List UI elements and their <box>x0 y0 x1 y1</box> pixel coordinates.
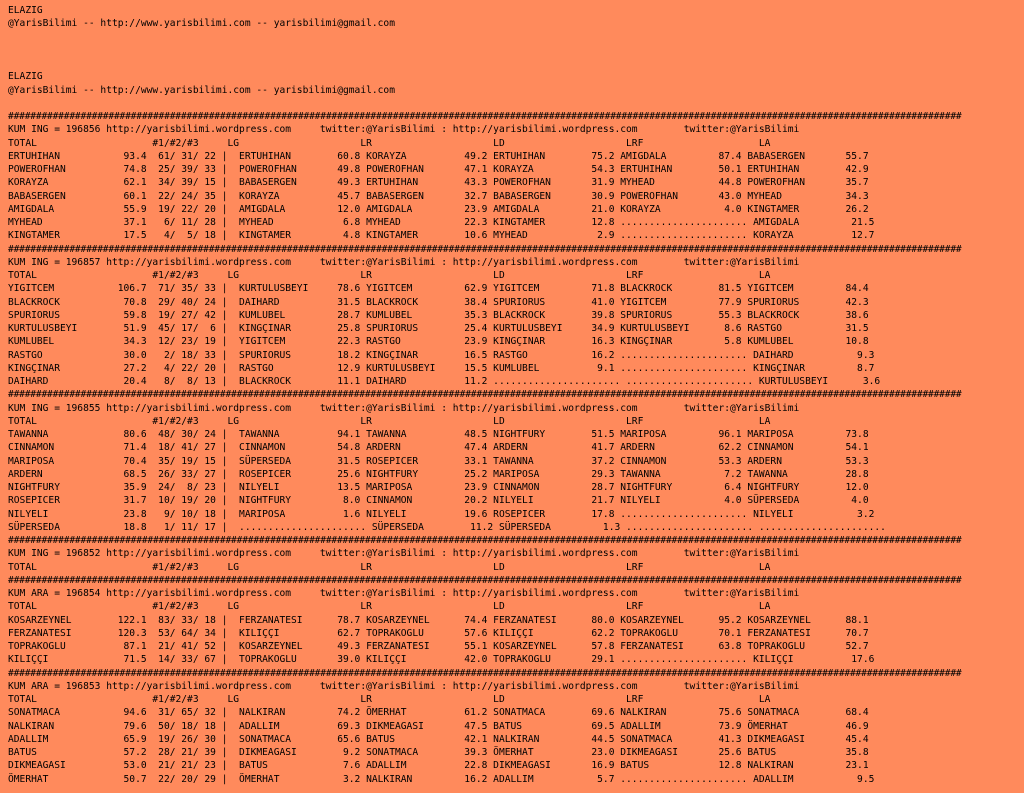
result-row: YIGITCEM 106.7 71/ 35/ 33 | KURTULUSBEYI 78.6 YIGITCEM 62.9 YIGITCEM 71.8 BLACKROCK 81.5 YIGITCEM 84.4 <box>8 283 869 295</box>
result-row: SONATMACA 94.6 31/ 65/ 32 | NALKIRAN 74.2 ÖMERHAT 61.2 SONATMACA 69.6 NALKIRAN 75.6 SONATMACA 68.4 <box>8 707 869 719</box>
result-row: KILIÇÇI 71.5 14/ 33/ 67 | TOPRAKOGLU 39.0 KILIÇÇI 42.0 TOPRAKOGLU 29.1 ...................... KILIÇÇI 17.6 <box>8 654 875 666</box>
result-row: ROSEPICER 31.7 10/ 19/ 20 | NIGHTFURY 8.0 CINNAMON 20.2 NILYELI 21.7 NILYELI 4.0 SÜPERSEDA 4.0 <box>8 495 869 507</box>
result-row: KUMLUBEL 34.3 12/ 23/ 19 | YIGITCEM 22.3 RASTGO 23.9 KINGÇINAR 16.3 KINGÇINAR 5.8 KUMLUBEL 10.8 <box>8 336 869 348</box>
result-row: KINGTAMER 17.5 4/ 5/ 18 | KINGTAMER 4.8 KINGTAMER 10.6 MYHEAD 2.9 ...................... KORAYZA 12.7 <box>8 230 875 242</box>
column-header: TOTAL #1/#2/#3 LG LR LD LRF LA <box>8 601 771 613</box>
column-header: TOTAL #1/#2/#3 LG LR LD LRF LA <box>8 270 771 281</box>
result-row: CINNAMON 71.4 18/ 41/ 27 | CINNAMON 54.8 ARDERN 47.4 ARDERN 41.7 ARDERN 62.2 CINNAMON 54.1 <box>8 442 869 454</box>
column-header: TOTAL #1/#2/#3 LG LR LD LRF LA <box>8 415 771 427</box>
result-row: KOSARZEYNEL 122.1 83/ 33/ 18 | FERZANATESI 78.7 KOSARZEYNEL 74.4 FERZANATESI 80.0 KOSARZEYNEL 95.2 KOSARZEYNEL 88.1 <box>8 614 869 626</box>
city-title-repeat: ELAZIG <box>8 71 43 83</box>
result-row: TAWANNA 80.6 48/ 30/ 24 | TAWANNA 94.1 TAWANNA 48.5 NIGHTFURY 51.5 MARIPOSA 96.1 MARIPOSA 73.8 <box>8 429 869 440</box>
spacer <box>8 57 1024 70</box>
result-row: NIGHTFURY 35.9 24/ 8/ 23 | NILYELI 13.5 MARIPOSA 23.9 CINNAMON 28.7 NIGHTFURY 6.4 NIGHTFURY 12.0 <box>8 482 869 493</box>
result-row: KINGÇINAR 27.2 4/ 22/ 20 | RASTGO 12.9 KURTULUSBEYI 15.5 KUMLUBEL 9.1 ...................... KINGÇINAR 8.7 <box>8 362 875 374</box>
result-row: BATUS 57.2 28/ 21/ 39 | DIKMEAGASI 9.2 SONATMACA 39.3 ÖMERHAT 23.0 DIKMEAGASI 25.6 BATUS 35.8 <box>8 747 869 758</box>
hash-separator: ########################################################################################################################################################################### <box>8 667 962 679</box>
result-row: BLACKROCK 70.8 29/ 40/ 24 | DAIHARD 31.5 BLACKROCK 38.4 SPURIORUS 41.0 YIGITCEM 77.9 SPURIORUS 42.3 <box>8 296 869 308</box>
result-row: TOPRAKOGLU 87.1 21/ 41/ 52 | KOSARZEYNEL 49.3 FERZANATESI 55.1 KOSARZEYNEL 57.8 FERZANATESI 63.8 TOPRAKOGLU 52.7 <box>8 641 869 652</box>
hash-separator: ########################################################################################################################################################################### <box>8 243 962 255</box>
contact-line: @YarisBilimi -- http://www.yarisbilimi.com -- yarisbilimi@gmail.com <box>8 18 395 30</box>
result-row: KORAYZA 62.1 34/ 39/ 15 | BABASERGEN 49.3 ERTUHIHAN 43.3 POWEROFHAN 31.9 MYHEAD 44.8 POWEROFHAN 35.7 <box>8 177 869 189</box>
hash-separator: ########################################################################################################################################################################### <box>8 535 962 546</box>
hash-separator: ########################################################################################################################################################################### <box>8 111 962 122</box>
result-row: FERZANATESI 120.3 53/ 64/ 34 | KILIÇÇI 62.7 TOPRAKOGLU 57.6 KILIÇÇI 62.2 TOPRAKOGLU 70.1 FERZANATESI 70.7 <box>8 627 869 639</box>
result-row: SPURIORUS 59.8 19/ 27/ 42 | KUMLUBEL 28.7 KUMLUBEL 35.3 BLACKROCK 39.8 SPURIORUS 55.3 BLACKROCK 38.6 <box>8 309 869 321</box>
result-row: DAIHARD 20.4 8/ 8/ 13 | BLACKROCK 11.1 DAIHARD 11.2 ...................... ...................... KURTULUSBEYI 3.6 <box>8 376 881 387</box>
result-row: ARDERN 68.5 26/ 33/ 27 | ROSEPICER 25.6 NIGHTFURY 25.2 MARIPOSA 29.3 TAWANNA 7.2 TAWANNA 28.8 <box>8 468 869 480</box>
race-sections <box>8 110 1024 786</box>
race-title: KUM ING = 196856 http://yarisbilimi.wordpress.com twitter:@YarisBilimi : http://yarisbilimi.wordpress.com twitter:@YarisBilimi <box>8 124 800 136</box>
spacer <box>8 97 1024 110</box>
result-row: MYHEAD 37.1 6/ 11/ 28 | MYHEAD 6.8 MYHEAD 22.3 KINGTAMER 12.8 ...................... AMIGDALA 21.5 <box>8 217 875 228</box>
city-title: ELAZIG <box>8 5 43 16</box>
contact-line-repeat: @YarisBilimi -- http://www.yarisbilimi.com -- yarisbilimi@gmail.com <box>8 84 395 96</box>
result-row: DIKMEAGASI 53.0 21/ 21/ 23 | BATUS 7.6 ADALLIM 22.8 DIKMEAGASI 16.9 BATUS 12.8 NALKIRAN 23.1 <box>8 760 869 772</box>
race-title: KUM ING = 196852 http://yarisbilimi.wordpress.com twitter:@YarisBilimi : http://yarisbilimi.wordpress.com twitter:@YarisBilimi <box>8 548 800 560</box>
race-title: KUM ARA = 196853 http://yarisbilimi.wordpress.com twitter:@YarisBilimi : http://yarisbilimi.wordpress.com twitter:@YarisBilimi <box>8 680 800 692</box>
column-header: TOTAL #1/#2/#3 LG LR LD LRF LA <box>8 561 771 573</box>
result-row: ERTUHIHAN 93.4 61/ 31/ 22 | ERTUHIHAN 60.8 KORAYZA 49.2 ERTUHIHAN 75.2 AMIGDALA 87.4 BABASERGEN 55.7 <box>8 150 869 162</box>
result-row: NALKIRAN 79.6 50/ 18/ 18 | ADALLIM 69.3 DIKMEAGASI 47.5 BATUS 69.5 ADALLIM 73.9 ÖMERHAT 46.9 <box>8 720 869 732</box>
result-row: MARIPOSA 70.4 35/ 19/ 15 | SÜPERSEDA 31.5 ROSEPICER 33.1 TAWANNA 37.2 CINNAMON 53.3 ARDERN 53.3 <box>8 455 869 467</box>
result-row: POWEROFHAN 74.8 25/ 39/ 33 | POWEROFHAN 49.8 POWEROFHAN 47.1 KORAYZA 54.3 ERTUHIHAN 50.1 ERTUHIHAN 42.9 <box>8 164 869 175</box>
race-title: KUM ING = 196855 http://yarisbilimi.wordpress.com twitter:@YarisBilimi : http://yarisbilimi.wordpress.com twitter:@YarisBilimi <box>8 402 800 414</box>
race-title: KUM ARA = 196854 http://yarisbilimi.wordpress.com twitter:@YarisBilimi : http://yarisbilimi.wordpress.com twitter:@YarisBilimi <box>8 588 800 599</box>
result-row: SÜPERSEDA 18.8 1/ 11/ 17 | ...................... SÜPERSEDA 11.2 SÜPERSEDA 1.3 ...................... ...................... <box>8 521 886 533</box>
result-row: AMIGDALA 55.9 19/ 22/ 20 | AMIGDALA 12.0 AMIGDALA 23.9 AMIGDALA 21.0 KORAYZA 4.0 KINGTAMER 26.2 <box>8 203 869 215</box>
result-row: NILYELI 23.8 9/ 10/ 18 | MARIPOSA 1.6 NILYELI 19.6 ROSEPICER 17.8 ...................... NILYELI 3.2 <box>8 508 875 520</box>
race-title: KUM ING = 196857 http://yarisbilimi.wordpress.com twitter:@YarisBilimi : http://yarisbilimi.wordpress.com twitter:@YarisBilimi <box>8 256 800 268</box>
result-row: KURTULUSBEYI 51.9 45/ 17/ 6 | KINGÇINAR 25.8 SPURIORUS 25.4 KURTULUSBEYI 34.9 KURTULUSBEYI 8.6 RASTGO 31.5 <box>8 323 869 334</box>
column-header: TOTAL #1/#2/#3 LG LR LD LRF LA <box>8 694 771 705</box>
result-row: ÖMERHAT 50.7 22/ 20/ 29 | ÖMERHAT 3.2 NALKIRAN 16.2 ADALLIM 5.7 ...................... ADALLIM 9.5 <box>8 773 875 785</box>
result-row: RASTGO 30.0 2/ 18/ 33 | SPURIORUS 18.2 KINGÇINAR 16.5 RASTGO 16.2 ...................... DAIHARD 9.3 <box>8 349 875 361</box>
hash-separator: ########################################################################################################################################################################### <box>8 574 962 586</box>
spacer <box>8 31 1024 44</box>
column-header: TOTAL #1/#2/#3 LG LR LD LRF LA <box>8 137 771 149</box>
result-row: BABASERGEN 60.1 22/ 24/ 35 | KORAYZA 45.7 BABASERGEN 32.7 BABASERGEN 30.9 POWEROFHAN 43.0 MYHEAD 34.3 <box>8 190 869 202</box>
result-row: ADALLIM 65.9 19/ 26/ 30 | SONATMACA 65.6 BATUS 42.1 NALKIRAN 44.5 SONATMACA 41.3 DIKMEAGASI 45.4 <box>8 733 869 745</box>
hash-separator: ########################################################################################################################################################################### <box>8 389 962 401</box>
spacer <box>8 44 1024 57</box>
